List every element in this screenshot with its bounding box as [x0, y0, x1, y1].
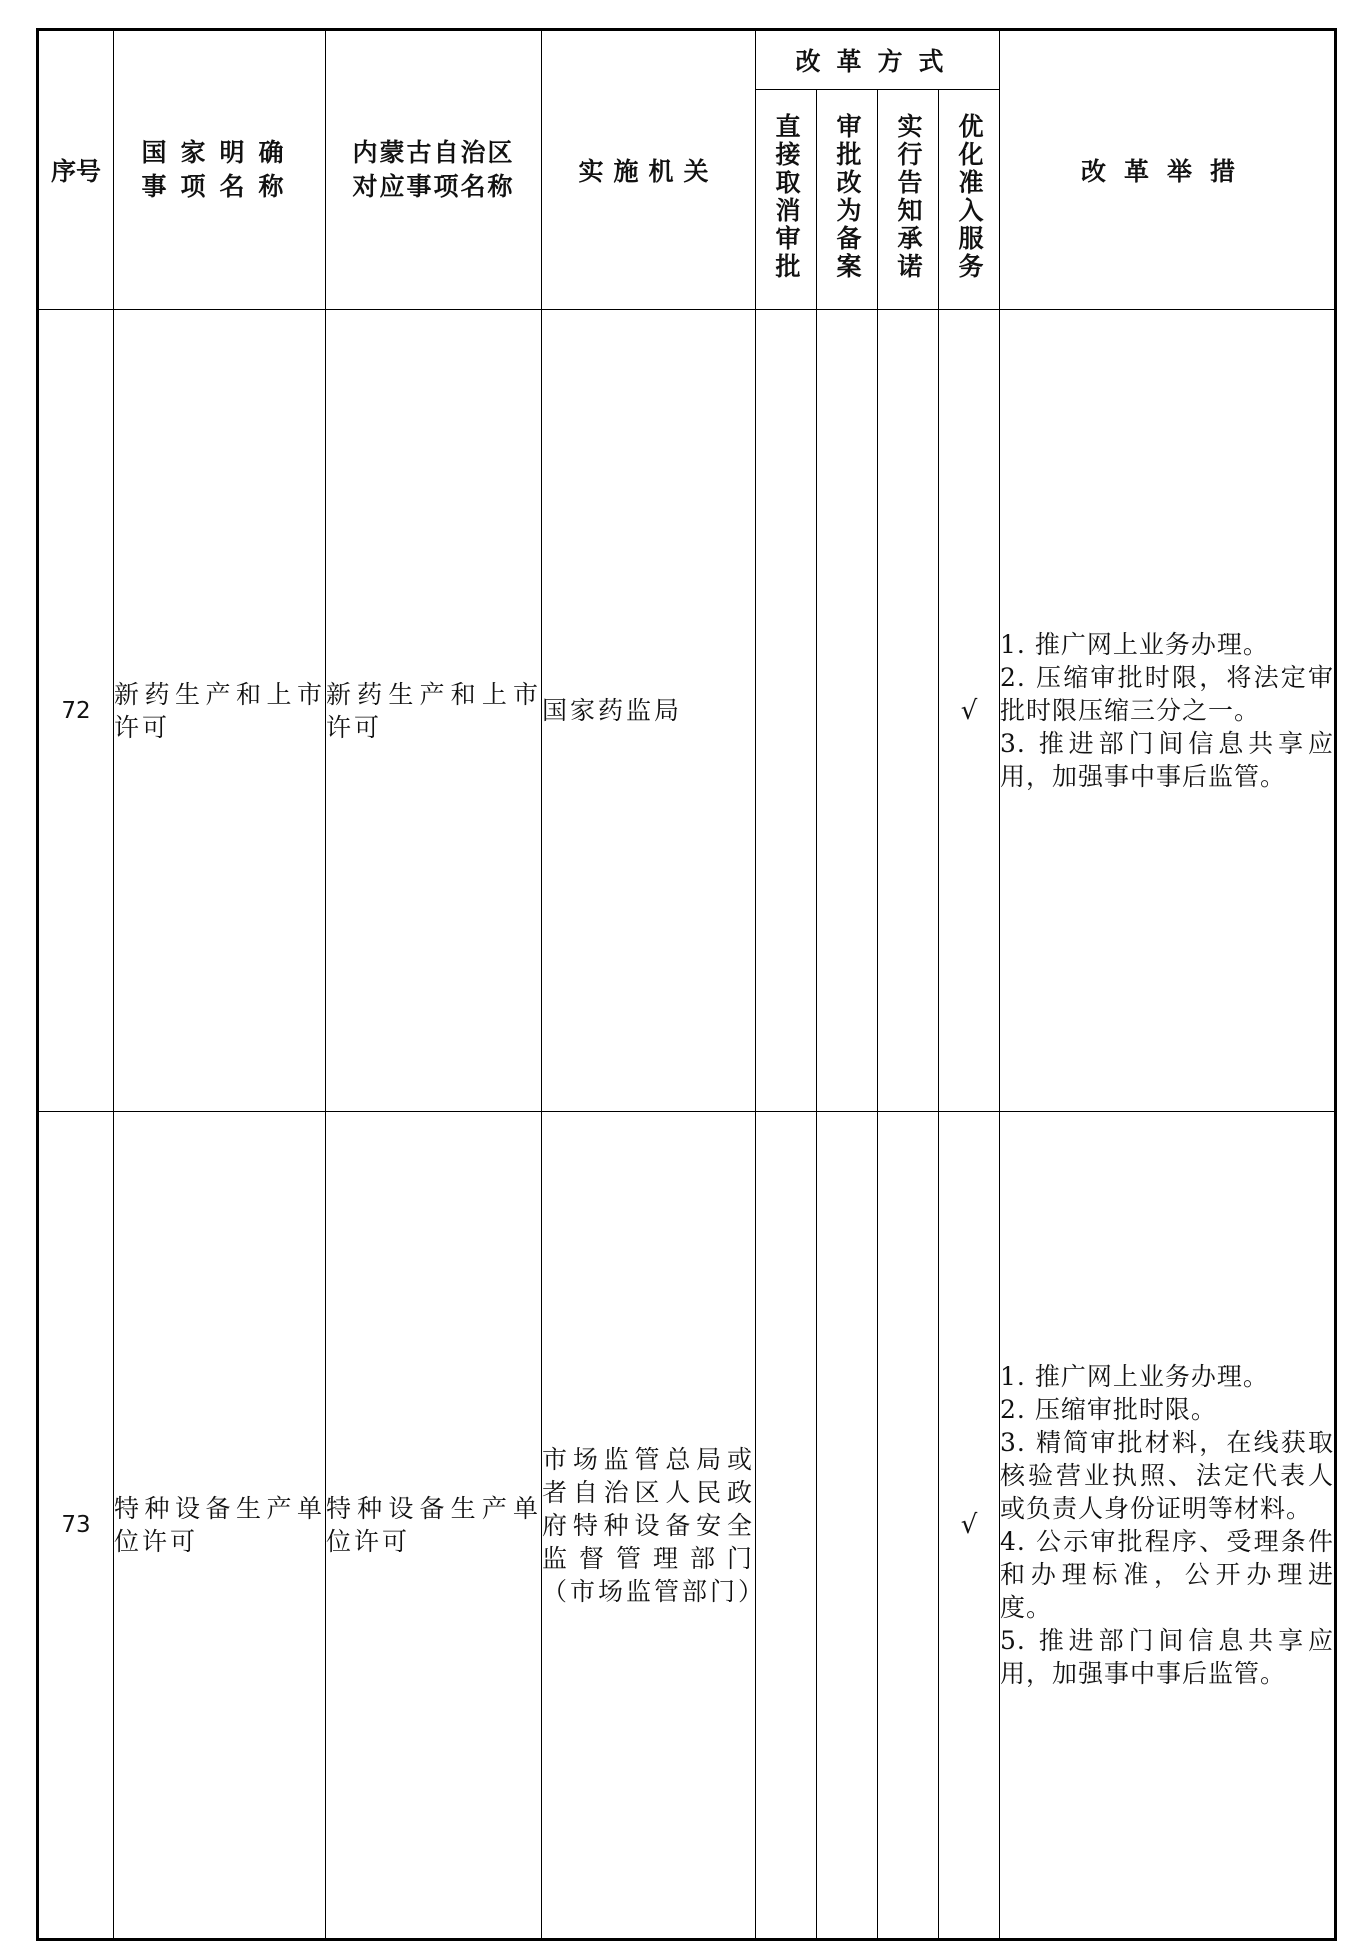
header-mode-optimize	[939, 90, 1000, 310]
header-mode-commitment-label: 实行告知承诺	[894, 112, 923, 281]
header-agency: 实施机关	[542, 30, 756, 310]
header-mode-filing	[817, 90, 878, 310]
row-seq: 72	[38, 310, 114, 1112]
header-local-name-line1: 内蒙古自治区	[352, 138, 515, 167]
row-agency: 国家药监局	[542, 310, 756, 1112]
measure-item: 2. 压缩审批时限。	[1000, 1395, 1217, 1424]
measure-item: 2. 压缩审批时限，将法定审批时限压缩三分之一。	[1000, 663, 1335, 725]
header-mode-cancel	[756, 90, 817, 310]
row-agency: 市场监管总局或者自治区人民政府特种设备安全监督管理部门（市场监管部门）	[542, 1112, 756, 1940]
header-mode-optimize-label: 优化准入服务	[955, 112, 984, 281]
table-row	[38, 1112, 1336, 1940]
row-mode-filing	[817, 1112, 878, 1940]
measure-item: 1. 推广网上业务办理。	[1000, 630, 1269, 659]
header-national-name-line2: 事项名称	[141, 172, 298, 201]
row-national-name: 特种设备生产单位许可	[114, 1112, 326, 1940]
header-measures: 改革举措	[1000, 30, 1336, 310]
header-mode-filing-label: 审批改为备案	[833, 112, 862, 281]
row-local-name: 特种设备生产单位许可	[326, 1112, 542, 1940]
row-local-name: 新药生产和上市许可	[326, 310, 542, 1112]
measure-item: 3. 推进部门间信息共享应用，加强事中事后监管。	[1000, 729, 1335, 791]
row-seq: 73	[38, 1112, 114, 1940]
row-mode-commitment	[878, 1112, 939, 1940]
header-national-name	[114, 30, 326, 310]
header-mode-cancel-label: 直接取消审批	[772, 112, 801, 281]
row-measures	[1000, 310, 1336, 1112]
measure-item: 5. 推进部门间信息共享应用，加强事中事后监管。	[1000, 1626, 1335, 1688]
row-mode-filing	[817, 310, 878, 1112]
header-local-name-line2: 对应事项名称	[352, 172, 515, 201]
row-measures	[1000, 1112, 1336, 1940]
measure-item: 1. 推广网上业务办理。	[1000, 1362, 1269, 1391]
row-national-name: 新药生产和上市许可	[114, 310, 326, 1112]
header-mode-commitment	[878, 90, 939, 310]
row-mode-optimize-check: √	[939, 1112, 1000, 1940]
row-mode-cancel	[756, 1112, 817, 1940]
row-mode-commitment	[878, 310, 939, 1112]
row-mode-cancel	[756, 310, 817, 1112]
table-row	[38, 310, 1336, 1112]
header-mode-group: 改革方式	[756, 30, 1000, 90]
header-seq: 序号	[38, 30, 114, 310]
measure-item: 3. 精简审批材料，在线获取核验营业执照、法定代表人或负责人身份证明等材料。	[1000, 1428, 1335, 1523]
header-national-name-line1: 国家明确	[141, 138, 298, 167]
reform-table	[36, 28, 1337, 1941]
measure-item: 4. 公示审批程序、受理条件和办理标准，公开办理进度。	[1000, 1527, 1335, 1622]
row-mode-optimize-check: √	[939, 310, 1000, 1112]
header-local-name	[326, 30, 542, 310]
